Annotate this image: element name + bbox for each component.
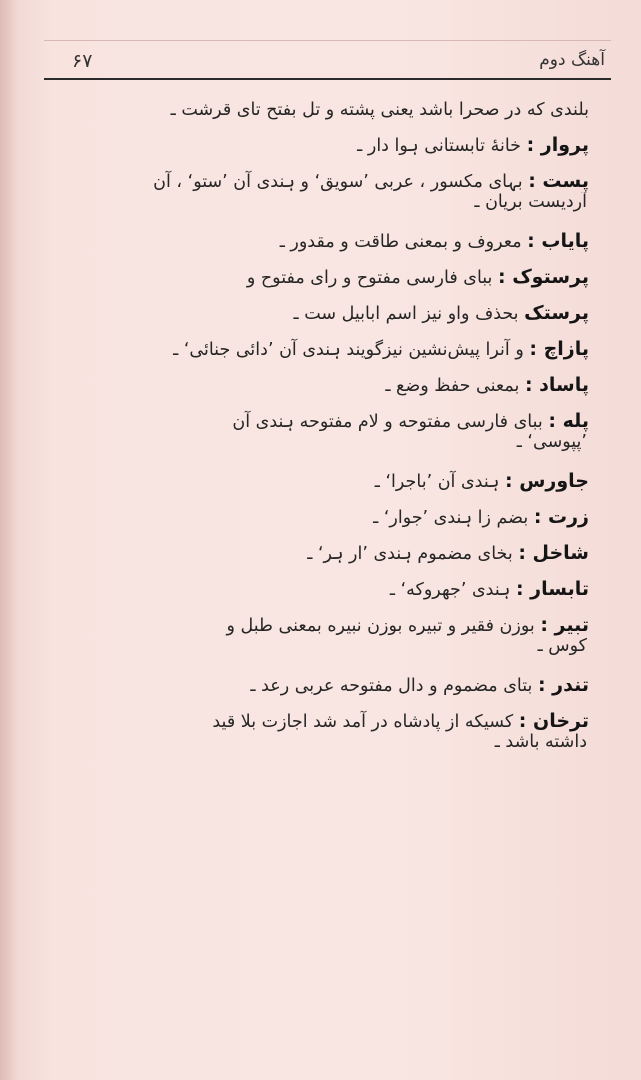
entry-shakhul	[70, 542, 589, 564]
entry-definition-continued: کوس ـ	[537, 636, 587, 656]
entry-definition: ہندی آن ’باجرا‘ ـ	[374, 472, 500, 492]
entry-definition: بضم زا ہندی ’جوار‘ ـ	[373, 508, 529, 528]
entry-term: تبیر :	[540, 614, 589, 636]
header-top-line	[44, 40, 611, 41]
entry-term: پایاب :	[527, 230, 589, 252]
entry-term: ترخان :	[518, 710, 589, 732]
entry-parastuk	[70, 266, 589, 288]
entry-term: شاخل :	[518, 542, 589, 564]
running-title: آهنگ دوم	[539, 50, 605, 70]
entry-definition: ہندی ’جهروکه‘ ـ	[389, 580, 511, 600]
entry-pazach	[70, 338, 589, 360]
page-number: ۶۷	[72, 50, 93, 72]
entry-definition: خانهٔ تابستانی ہوا دار ـ	[357, 136, 521, 156]
entry-tabir	[70, 614, 589, 656]
entry-term: زرت :	[533, 506, 589, 528]
entry-zurt	[70, 506, 589, 528]
entry-parastak	[70, 302, 589, 324]
entry-parvar	[70, 134, 589, 156]
entry-definition: بوزن فقیر و تبیره بوزن نبیره بمعنی طبل و	[226, 616, 535, 636]
header-rule	[44, 78, 611, 80]
entry-definition: بہای مکسور ، عربی ’سویق‘ و ہندی آن ’ستو‘ ، آن	[153, 172, 523, 192]
entry-term: پرستک	[524, 302, 589, 324]
intro-line-block	[70, 100, 589, 120]
entry-tondar	[70, 674, 589, 696]
entry-pasad	[70, 374, 589, 396]
entry-term: پاساد :	[524, 374, 589, 396]
entry-javars	[70, 470, 589, 492]
entry-tabsar	[70, 578, 589, 600]
entry-definition: بمعنی حفظ وضع ـ	[385, 376, 520, 396]
page-body	[70, 100, 589, 766]
entry-term: تندر :	[537, 674, 589, 696]
entry-definition: ببای فارسی مفتوح و رای مفتوح و	[246, 268, 493, 288]
entry-payab	[70, 230, 589, 252]
entry-definition: معروف و بمعنی طاقت و مقدور ـ	[279, 232, 522, 252]
entry-term: تابسار :	[515, 578, 589, 600]
entry-definition: و آنرا پیش‌نشین نیزگویند ہندی آن ’دائی جنائی‘ ـ	[173, 340, 524, 360]
entry-term: پروار :	[526, 134, 589, 156]
entry-definition: بخای مضموم ہندی ’ار ہر‘ ـ	[307, 544, 513, 564]
entry-definition: بتای مضموم و دال مفتوحه عربی رعد ـ	[250, 676, 533, 696]
entry-term: پست :	[528, 170, 589, 192]
entry-past	[70, 170, 589, 212]
entry-definition-continued: آردیست بریان ـ	[474, 192, 587, 212]
page-spine-shadow	[0, 0, 18, 1080]
entry-pala	[70, 410, 589, 452]
entry-definition-continued: داشته باشد ـ	[494, 732, 587, 752]
entry-term: پله :	[548, 410, 589, 432]
entry-definition: کسیکه از پادشاه در آمد شد اجازت بلا قید	[212, 712, 514, 732]
entry-definition-continued: ’پپوسی‘ ـ	[516, 432, 587, 452]
entry-term: پازاچ :	[529, 338, 589, 360]
intro-line: بلندی که در صحرا باشد یعنی پشته و تل بفتح تای قرشت ـ	[170, 100, 589, 120]
entry-term: جاورس :	[504, 470, 589, 492]
entry-definition: ببای فارسی مفتوحه و لام مفتوحه ہندی آن	[232, 412, 543, 432]
entry-tarkhan	[70, 710, 589, 752]
entry-term: پرستوک :	[498, 266, 589, 288]
entry-definition: بحذف واو نیز اسم ابابیل ست ـ	[293, 304, 519, 324]
page-header	[44, 40, 611, 88]
